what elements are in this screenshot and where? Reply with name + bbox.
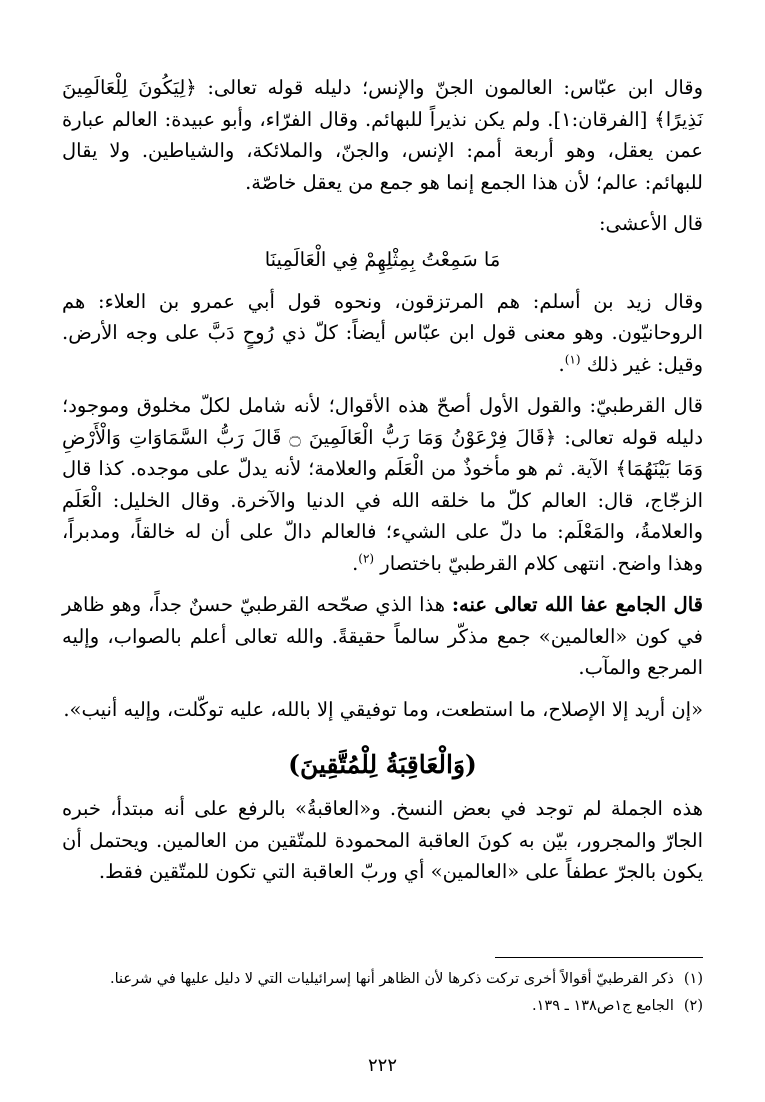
section-heading: (وَالْعَاقِبَةُ لِلْمُتَّقِينَ)	[288, 750, 477, 779]
footnote-number: (١)	[683, 971, 703, 987]
paragraph-ibn-abbas: وقال ابن عبّاس: العالمون الجنّ والإنس؛ دليله قوله تعالى: ﴿لِيَكُونَ لِلْعَالَمِينَ نَذِيرًا﴾ [الفرقان:١]. ولم يكن نذيراً للبهائم. وقال الفرّاء، وأبو عبيدة: العالم عبارة عمن يعقل، وهو أربعة أمم: الإنس، والجنّ، والملائكة، والشياطين. ولا يقال للبهائم: عالم؛ لأن هذا الجمع إنما هو جمع من يعقل خاصّة.	[62, 76, 703, 194]
paragraph-qurtubi: قال القرطبيّ: والقول الأول أصحّ هذه الأقوال؛ لأنه شامل لكلّ مخلوق وموجود؛ دليله قوله تعالى: ﴿قَالَ فِرْعَوْنُ وَمَا رَبُّ الْعَالَمِينَ ۝ قَالَ رَبُّ السَّمَاوَاتِ وَالْأَرْضِ وَمَا بَيْنَهُمَا﴾ الآية. ثم هو مأخوذٌ من الْعَلَم والعلامة؛ لأنه يدلّ على موجده. كذا قال الزجّاج، قال: العالم كلّ ما خلقه الله في الدنيا والآخرة. وقال الخليل: الْعَلَم والعلامةُ، والمَعْلَم: ما دلّ على الشيء؛ فالعالم دالّ على أن له خالقاً، ومدبراً، وهذا واضح. انتهى كلام القرطبيّ باختصار $^{(٢)}$.	[62, 394, 703, 575]
jami-label: قال الجامع عفا الله تعالى عنه:	[451, 593, 703, 616]
paragraph-text: هذا الذي صحّحه القرطبيّ حسنٌ جداً، وهو ظاهر في كون «العالمين» جمع مذكّر سالماً حقيقةً. والله تعالى أعلم بالصواب، وإليه المرجع والمآب.	[62, 593, 703, 679]
paragraph-al-asha-intro: قال الأعشى:	[598, 212, 703, 235]
poem-verse: مَا سَمِعْتُ بِمِثْلِهِمْ فِي الْعَالَمِينَا	[264, 247, 501, 271]
footnote-text: ذكر القرطبيّ أقوالاً أخرى تركت ذكرها لأن الظاهر أنها إسرائيليات التي لا دليل عليها في شرعنا.	[109, 971, 674, 987]
main-text	[62, 72, 703, 888]
footnote-ref-2: (٢)	[358, 551, 375, 565]
footnote-number: (٢)	[683, 998, 703, 1014]
paragraph-jami-comment	[62, 589, 703, 684]
paragraph-zayd-ibn-aslam: وقال زيد بن أسلم: هم المرتزقون، ونحوه قول أبي عمرو بن العلاء: هم الروحانيّون. وهو معنى قول ابن عبّاس أيضاً: كلّ ذي رُوحٍ دَبَّ على وجه الأرض. وقيل: غير ذلك $^{(١)}$.	[62, 289, 703, 376]
paragraph-aqiba: هذه الجملة لم توجد في بعض النسخ. و«العاقبةُ» بالرفع على أنه مبتدأ، خبره الجارّ والمجرور، بيّن به كونَ العاقبة المحمودة للمتّقين من العالمين. ويحتمل أن يكون بالجرّ عطفاً على «العالمين» أي وربّ العاقبة التي تكون للمتّقين فقط.	[62, 797, 703, 883]
paragraph-text: قال القرطبيّ: والقول الأول أصحّ هذه الأقوال؛ لأنه شامل لكلّ مخلوق وموجود؛ دليله قوله تعالى: ﴿قَالَ فِرْعَوْنُ وَمَا رَبُّ الْعَالَمِينَ ۝ قَالَ رَبُّ السَّمَاوَاتِ وَالْأَرْضِ وَمَا بَيْنَهُمَا﴾ الآية. ثم هو مأخوذٌ من الْعَلَم والعلامة؛ لأنه يدلّ على موجده. كذا قال الزجّاج، قال: العالم كلّ ما خلقه الله في الدنيا والآخرة. وقال الخليل: الْعَلَم والعلامةُ، والمَعْلَم: ما دلّ على الشيء؛ فالعالم دالّ على أن له خالقاً، ومدبراً، وهذا واضح. انتهى كلام القرطبيّ باختصار	[62, 394, 703, 575]
footnote-item	[62, 966, 703, 993]
footnote-divider	[495, 957, 703, 958]
page-number: ٢٢٢	[367, 1055, 397, 1076]
footnote-item	[62, 993, 703, 1020]
footnote-text: الجامع ج١ص١٣٨ ـ ١٣٩.	[532, 998, 674, 1014]
paragraph-text: وقال زيد بن أسلم: هم المرتزقون، ونحوه قول أبي عمرو بن العلاء: هم الروحانيّون. وهو معنى قول ابن عبّاس أيضاً: كلّ ذي رُوحٍ دَبَّ على وجه الأرض. وقيل: غير ذلك	[62, 289, 703, 376]
footnote-ref-1: (١)	[564, 352, 581, 366]
footnotes	[62, 966, 703, 1020]
paragraph-quote: «إن أريد إلا الإصلاح، ما استطعت، وما توفيقي إلا بالله، عليه توكّلت، وإليه أنيب».	[63, 697, 703, 721]
